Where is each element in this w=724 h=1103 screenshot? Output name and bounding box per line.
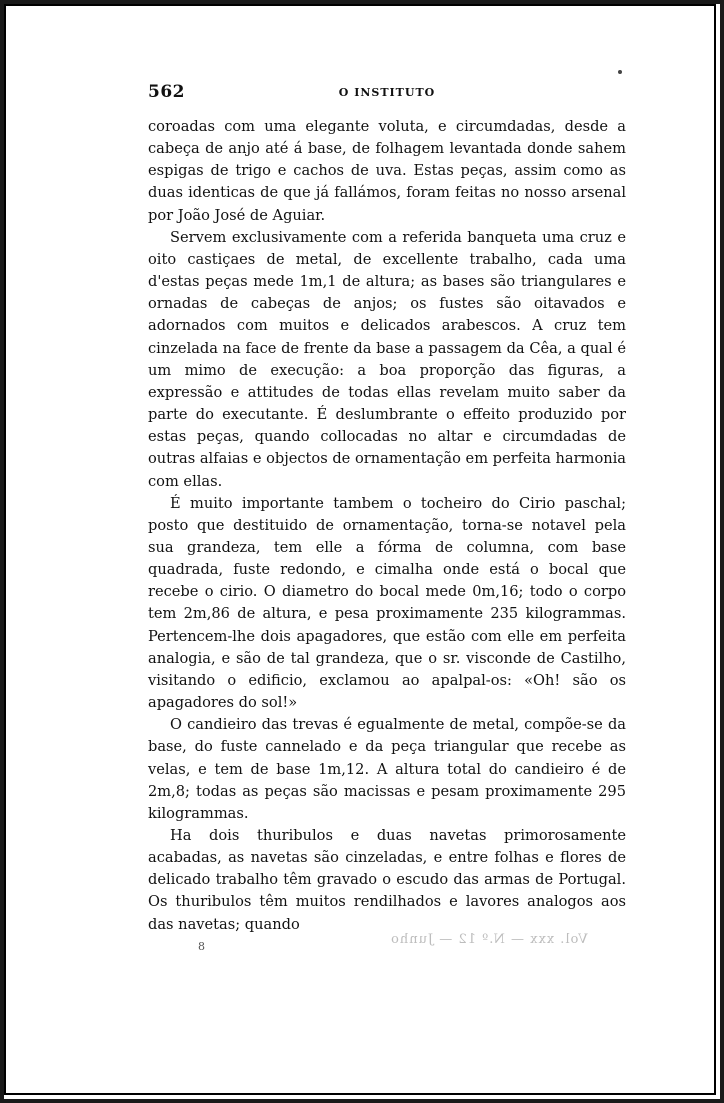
body-text (148, 116, 626, 936)
paragraph-4: O candieiro das trevas é egualmente de metal, compõe-se da base, do fuste cannelado e da peça triangular que recebe as velas, e tem de base 1m,12. A altura total do candieiro é de 2m,8; todas as peças são macissas e pesam proximamente 295 kilogrammas. (148, 716, 626, 822)
paragraph-2: Servem exclusivamente com a referida banqueta uma cruz e oito castiçaes de metal, de excellente trabalho, cada uma d'estas peças mede 1m,1 de altura; as bases são triangulares e ornadas de cabeças de anjos; os fustes são oitavados e adornados com muitos e delicados arabescos. A cruz tem cinzelada na face de frente da base a passagem da Cêa, a qual é um mimo de execução: a boa proporção das figuras, a expressão e attitudes de todas ellas revelam muito saber da parte do executante. É deslumbrante o effeito produzido por estas peças, quando collocadas no altar e circumdadas de outras alfaias e objectos de ornamentação em perfeita harmonia com ellas. (148, 228, 627, 490)
ink-speck (618, 70, 622, 74)
paragraph-5: Ha dois thuribulos e duas navetas primorosamente acabadas, as navetas são cinzeladas, e entre folhas e flores de delicado trabalho têm gravado o escudo das armas de Portugal. Os thuribulos têm muitos rendilhados e lavores analogos aos das navetas; quando (148, 827, 626, 933)
paragraph-1: coroadas com uma elegante voluta, e circumdadas, desde a cabeça de anjo até á base, de folhagem levantada donde sahem espigas de trigo e cachos de uva. Estas peças, assim como as duas identicas de que já fallámos, foram feitas no nosso arsenal por João José de Aguiar. (148, 118, 626, 224)
page-number: 562 (148, 82, 185, 102)
paragraph-3: É muito importante tambem o tocheiro do Cirio paschal; posto que destituido de ornamentação, torna-se notavel pela sua grandeza, tem elle a fórma de columna, com base quadrada, fuste redondo, e cimalha onde está o bocal que recebe o cirio. O diametro do bocal mede 0m,16; todo o corpo tem 2m,86 de altura, e pesa proximamente 235 kilogrammas. Pertencem-lhe dois apagadores, que estão com elle em perfeita analogia, e são de tal grandeza, que o sr. visconde de Castilho, visitando o edificio, exclamou ao apalpal-os: «Oh! são os apagadores do sol!» (148, 494, 626, 712)
running-title: O INSTITUTO (338, 86, 436, 99)
page-header (148, 82, 626, 104)
bleed-through-text: Vol. xxx — N.º 12 — Junho (390, 932, 588, 947)
signature-mark: 8 (198, 940, 205, 953)
